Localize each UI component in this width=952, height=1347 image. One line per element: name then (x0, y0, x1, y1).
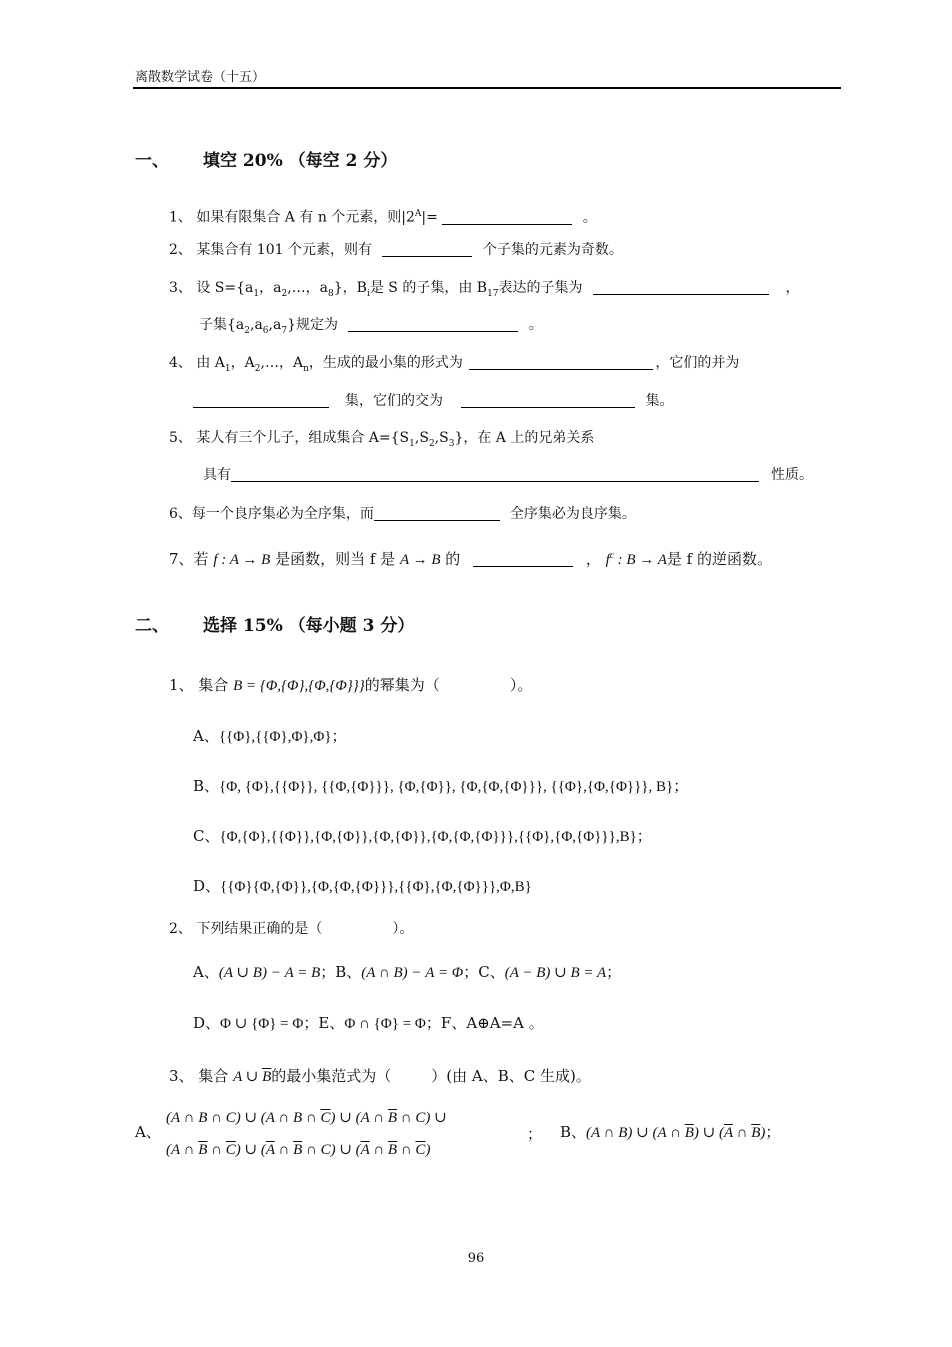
q3b-text: 子集{a (199, 317, 245, 333)
q5-answer-blank[interactable] (231, 465, 759, 482)
option-label: ；C、 (463, 963, 505, 981)
q5-sub: 1 (409, 438, 415, 449)
option-label: B、 (193, 777, 220, 795)
q4-answer-blank-2[interactable] (193, 391, 329, 408)
q3-sub: 8 (328, 288, 334, 299)
q3b-text: }规定为 (287, 317, 338, 333)
choice-2-1-option-c (193, 826, 652, 847)
q3b-sub: 7 (281, 325, 288, 336)
q3-sub: i (366, 288, 370, 299)
q7-math: A → B (399, 552, 441, 568)
q6-text: 6、每一个良序集必为全序集，而 (169, 506, 374, 522)
q4-text: 4、 由 A (169, 355, 225, 371)
q4-sub: n (303, 363, 309, 374)
q3-text: }，B (333, 280, 367, 296)
question-1-5 (169, 428, 594, 454)
c3-text: ）(由 A、B、C 生成)。 (431, 1067, 591, 1085)
q3-sub: 17 (487, 288, 499, 299)
q4-sub: 1 (224, 363, 231, 374)
question-1-2 (169, 240, 623, 260)
section-1-title: 填空 20% （每空 2 分） (203, 151, 398, 171)
q7-text: 的 (445, 550, 461, 568)
c2-text: 2、 下列结果正确的是（ (169, 921, 323, 937)
option-math: (A ∪ B) − A = B (218, 965, 321, 981)
q5-sub: 3 (448, 438, 455, 449)
q4-answer-blank-1[interactable] (469, 353, 653, 370)
question-1-1 (169, 204, 597, 228)
q7-text: ， (585, 550, 601, 568)
q7-math: : B → A (613, 552, 667, 568)
q3-sub: 1 (253, 288, 260, 299)
c1-text: 的幂集为（ (364, 676, 440, 694)
choice-2-3-option-b: B、(A ∩ B) ∪ (A ∩ $\overline{B}$) ∪ ($\overline{A}$ ∩ $\overline{B}$)； (560, 1123, 781, 1141)
choice-2-2 (169, 919, 413, 939)
choice-2-3 (169, 1066, 591, 1087)
option-math: Φ ∪ {Φ} = Φ (220, 1016, 304, 1032)
option-text: {{Φ},{{Φ},Φ},Φ}； (218, 729, 347, 745)
question-1-3-cont (199, 315, 543, 341)
q2-text: 2、 某集合有 101 个元素，则有 (169, 242, 372, 258)
q5-text: 5、 某人有三个儿子，组成集合 A={S (169, 430, 410, 446)
q4-text: ，生成的最小集的形式为 (308, 355, 463, 371)
q7-math: : A → B (217, 552, 271, 568)
option-math: (A ∩ B) − A = Φ (361, 965, 464, 981)
option-label: A、 (193, 963, 219, 981)
q3-text: 3、 设 S={a (169, 280, 254, 296)
q7-text: 7、若 (169, 550, 209, 568)
choice-2-1-option-a (193, 726, 347, 747)
q5b-text: 性质。 (771, 467, 813, 483)
q3-end: ， (785, 280, 800, 296)
q6-answer-blank[interactable] (374, 504, 500, 521)
q1-text-b: |= (421, 209, 438, 226)
choice-2-1-option-d (193, 876, 532, 897)
option-label: A、 (193, 727, 219, 745)
option-label: ；B、 (320, 963, 362, 981)
section-2-title: 选择 15% （每小题 3 分） (203, 616, 415, 636)
section-1-heading (135, 146, 397, 171)
q7-math: f (605, 552, 610, 568)
q3-text: ，a (259, 280, 282, 296)
q1-sup: A (414, 209, 422, 219)
c3-text: 的最小集范式为（ (271, 1067, 392, 1085)
q1-text: 1、 如果有限集合 A 有 n 个元素，则|2 (169, 209, 415, 226)
q4-sub: 2 (254, 363, 261, 374)
c3-text: 3、 集合 (169, 1067, 229, 1085)
q5b-text: 具有 (203, 467, 231, 483)
choice-2-3-option-a-label: A、 (135, 1123, 161, 1141)
section-2-number: 二、 (135, 616, 169, 636)
q3-answer-blank-2[interactable] (348, 315, 518, 332)
choice-2-1-option-b (193, 776, 688, 797)
q4-text: ，A (230, 355, 255, 371)
q4-text: ,…，A (260, 355, 304, 371)
q1-answer-blank[interactable] (442, 208, 572, 225)
section-2-heading (135, 611, 414, 636)
option-text: ；F、A⊕A=A 。 (425, 1014, 544, 1032)
option-label: C、 (193, 827, 220, 845)
question-1-3 (169, 278, 799, 304)
c3-math: A ∪ (233, 1069, 263, 1085)
option-end: ； (606, 963, 622, 981)
q3-text: ,…，a (287, 280, 329, 296)
choice-2-3-option-a-line1: (A ∩ B ∩ C) ∪ (A ∩ B ∩ $\overline{C}$) ∪ (A ∩ $\overline{B}$ ∩ C) ∪ (166, 1110, 447, 1126)
q3b-text: ,a (268, 317, 282, 333)
q2-text-b: 个子集的元素为奇数。 (482, 242, 623, 258)
choice-2-2-options-abc (193, 962, 621, 983)
q3b-sub: 2 (244, 325, 250, 336)
option-math: (A − B) ∪ B = A (504, 965, 607, 981)
q1-end: 。 (582, 209, 597, 226)
option-label: ；E、 (303, 1014, 345, 1032)
option-math: Φ ∩ {Φ} = Φ (344, 1016, 426, 1032)
option-label: D、 (193, 1014, 221, 1032)
q4b-text: 集。 (645, 393, 674, 409)
q7-text: 是 f 的逆函数。 (666, 550, 772, 568)
c1-text: 1、 集合 (169, 676, 229, 694)
choice-2-3-separator: ； (527, 1125, 543, 1143)
q7-answer-blank[interactable] (473, 550, 573, 567)
q7-math-sup: c (609, 550, 614, 560)
question-1-4 (169, 353, 739, 379)
header-rule (133, 87, 841, 89)
question-1-4-cont (193, 391, 673, 411)
question-1-7 (169, 545, 772, 570)
c2-text: ）。 (392, 921, 414, 937)
q4-text: ，它们的并为 (655, 355, 740, 371)
q5-text: ,S (414, 430, 429, 446)
c1-text: ）。 (509, 676, 533, 694)
q5-text: }，在 A 上的兄弟关系 (454, 430, 595, 446)
option-text: {{Φ}{Φ,{Φ}},{Φ,{Φ,{Φ}}},{{Φ},{Φ,{Φ}}},Φ,B} (220, 879, 532, 895)
page-header: 离散数学试卷（十五） (135, 70, 266, 85)
question-1-6 (169, 504, 636, 524)
section-1-number: 一、 (135, 151, 169, 171)
option-label: D、 (193, 877, 221, 895)
q2-answer-blank[interactable] (382, 240, 472, 257)
q6-text: 全序集必为良序集。 (509, 506, 636, 522)
option-text: {Φ, {Φ},{{Φ}}, {{Φ,{Φ}}}, {Φ,{Φ}}, {Φ,{Φ,{Φ}}}, {{Φ},{Φ,{Φ}}}, B}； (219, 779, 689, 795)
q3-sub: 2 (281, 288, 288, 299)
page-number: 96 (467, 1251, 485, 1266)
option-label: B、 (560, 1123, 587, 1141)
c3-math-bar: $\overline{B}$ (262, 1069, 272, 1085)
option-text: {Φ,{Φ},{{Φ}},{Φ,{Φ}},{Φ,{Φ}},{Φ,{Φ,{Φ}}},{{Φ},{Φ,{Φ}}},B}； (219, 829, 652, 845)
choice-2-1 (169, 675, 532, 696)
q5-sub: 2 (428, 438, 435, 449)
q4b-text: 集，它们的交为 (345, 393, 443, 409)
q3-text: 是 S 的子集，由 B (369, 280, 488, 296)
q3b-text: ,a (250, 317, 263, 333)
q5-text: ,S (434, 430, 449, 446)
c1-math: B = {Φ,{Φ},{Φ,{Φ}}} (233, 678, 365, 694)
q4-answer-blank-3[interactable] (461, 391, 635, 408)
q7-text: 是函数，则当 f 是 (275, 550, 396, 568)
q3b-end: 。 (528, 317, 543, 333)
q3-text: 表达的子集为 (498, 280, 583, 296)
choice-2-3-option-a-line2: (A ∩ $\overline{B}$ ∩ $\overline{C}$) ∪ ($\overline{A}$ ∩ $\overline{B}$ ∩ C) ∪ ($\overline{A}$ ∩ $\overline{B}$ ∩ $\overline{C}$) (166, 1142, 431, 1158)
choice-2-2-options-def (193, 1013, 544, 1034)
q3-answer-blank-1[interactable] (593, 278, 769, 295)
question-1-5-cont (203, 465, 813, 485)
q7-math: f (213, 552, 218, 568)
q3b-sub: 6 (262, 325, 269, 336)
